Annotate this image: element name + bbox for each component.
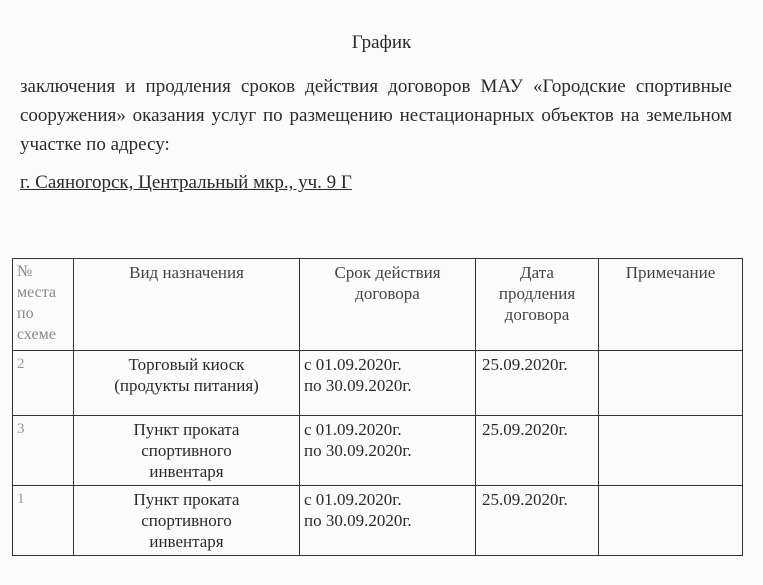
header-term: Срок действия договора [300, 259, 476, 351]
row-note [599, 351, 743, 416]
row-note [599, 416, 743, 486]
table-row [13, 486, 743, 556]
row-type: Пункт проката спортивного инвентаря [74, 486, 300, 556]
document-paragraph: заключения и продления сроков действия договоров МАУ «Городские спортивные сооружения» оказания услуг по размещению нестационарных объектов на земельном участке по адресу: [20, 76, 732, 155]
document-address: г. Саяногорск, Центральный мкр., уч. 9 Г [20, 172, 352, 193]
header-note: Примечание [599, 259, 743, 351]
row-place-number: 2 [13, 351, 74, 416]
document-title: График [351, 32, 412, 53]
table-row [13, 351, 743, 416]
table-row [13, 416, 743, 486]
row-type: Пункт проката спортивного инвентаря [74, 416, 300, 486]
schedule-table [12, 258, 743, 556]
row-renewal-date: 25.09.2020г. [476, 486, 599, 556]
row-renewal-date: 25.09.2020г. [476, 351, 599, 416]
table-header-row [13, 259, 743, 351]
row-place-number: 3 [13, 416, 74, 486]
row-type: Торговый киоск (продукты питания) [74, 351, 300, 416]
row-renewal-date: 25.09.2020г. [476, 416, 599, 486]
row-term: с 01.09.2020г. по 30.09.2020г. [300, 416, 476, 486]
row-place-number: 1 [13, 486, 74, 556]
row-term: с 01.09.2020г. по 30.09.2020г. [300, 486, 476, 556]
header-place-number: № места по схеме [13, 259, 74, 351]
row-term: с 01.09.2020г. по 30.09.2020г. [300, 351, 476, 416]
header-renewal-date: Дата продления договора [476, 259, 599, 351]
row-note [599, 486, 743, 556]
header-type: Вид назначения [74, 259, 300, 351]
